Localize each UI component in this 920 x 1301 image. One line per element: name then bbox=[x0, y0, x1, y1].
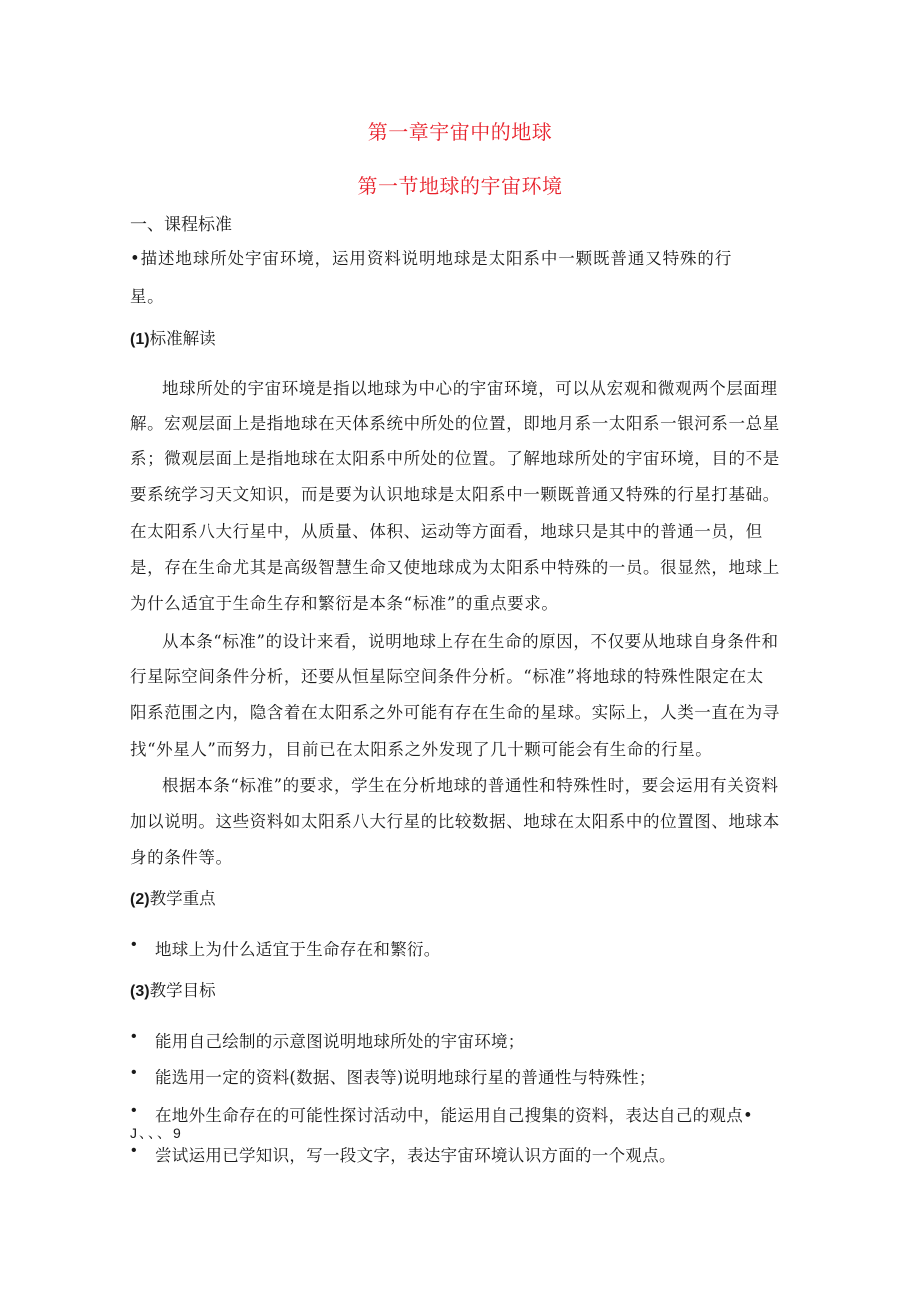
standard-line: 星。 bbox=[130, 287, 165, 306]
paragraph-line: 为什么适宜于生命生存和繁衍是本条“标准”的重点要求。 bbox=[130, 594, 559, 613]
objectives-heading bbox=[130, 977, 216, 1001]
objective-item: 尝试运用已学知识，写一段文字，表达宇宙环境认识方面的一个观点。 bbox=[155, 1146, 676, 1165]
paragraph-line: 阳系范围之内，隐含着在太阳系之外可能有存在生命的星球。实际上，人类一直在为寻 bbox=[130, 703, 780, 722]
key-point-item: 地球上为什么适宜于生命存在和繁衍。 bbox=[155, 940, 441, 959]
stray-mark: J、、、9 bbox=[130, 1125, 183, 1141]
paragraph-line: 找“外星人”而努力，目前已在太阳系之外发现了几十颗可能会有生命的行星。 bbox=[130, 740, 713, 759]
interpretation-number: (1) bbox=[130, 331, 150, 348]
bullet-icon: • bbox=[131, 1142, 137, 1159]
bullet-icon: • bbox=[131, 936, 137, 953]
paragraph-line: 要系统学习天文知识，而是要为认识地球是太阳系中一颗既普通又特殊的行星打基础。 bbox=[130, 485, 780, 504]
key-points-heading bbox=[130, 885, 216, 909]
paragraph-line: 从本条“标准”的设计来看，说明地球上存在生命的原因，不仅要从地球自身条件和 bbox=[162, 632, 779, 651]
paragraph-line: 加以说明。这些资料如太阳系八大行星的比较数据、地球在太阳系中的位置图、地球本 bbox=[130, 812, 780, 831]
paragraph-line: 行星际空间条件分析，还要从恒星际空间条件分析。“标准”将地球的特殊性限定在太 bbox=[130, 667, 764, 686]
interpretation-label: 标准解读 bbox=[149, 329, 216, 348]
bullet-icon: • bbox=[131, 1028, 137, 1045]
paragraph-line: 是，存在生命尤其是高级智慧生命又使地球成为太阳系中特殊的一员。很显然，地球上 bbox=[130, 558, 780, 577]
paragraph-line: 解。宏观层面上是指地球在天体系统中所处的位置，即地月系一太阳系一银河系一总星 bbox=[130, 414, 780, 433]
paragraph-line: 在太阳系八大行星中，从质量、体积、运动等方面看，地球只是其中的普通一员，但 bbox=[130, 522, 763, 541]
objectives-label: 教学目标 bbox=[149, 981, 216, 1000]
objective-item: 在地外生命存在的可能性探讨活动中，能运用自己搜集的资料，表达自己的观点• bbox=[155, 1106, 754, 1125]
objective-item: 能选用一定的资料(数据、图表等)说明地球行星的普通性与特殊性； bbox=[155, 1068, 656, 1087]
curriculum-heading: 一、课程标准 bbox=[130, 215, 232, 235]
bullet-icon: • bbox=[131, 1064, 137, 1081]
paragraph-line: 身的条件等。 bbox=[130, 848, 233, 867]
objectives-number: (3) bbox=[130, 983, 150, 1000]
paragraph-line: 根据本条“标准”的要求，学生在分析地球的普通性和特殊性时，要会运用有关资料 bbox=[162, 776, 779, 795]
paragraph-line: 地球所处的宇宙环境是指以地球为中心的宇宙环境，可以从宏观和微观两个层面理 bbox=[162, 379, 778, 398]
chapter-title: 第一章宇宙中的地球 bbox=[367, 120, 553, 144]
section-title: 第一节地球的宇宙环境 bbox=[357, 174, 563, 198]
key-points-label: 教学重点 bbox=[149, 889, 216, 908]
paragraph-line: 系；微观层面上是指地球在太阳系中所处的位置。了解地球所处的宇宙环境，目的不是 bbox=[130, 449, 780, 468]
interpretation-heading bbox=[130, 325, 216, 349]
standard-line: •描述地球所处宇宙环境，运用资料说明地球是太阳系中一颗既普通又特殊的行 bbox=[130, 249, 733, 268]
objective-item: 能用自己绘制的示意图说明地球所处的宇宙环境； bbox=[155, 1032, 525, 1051]
bullet-icon: • bbox=[131, 1102, 137, 1119]
key-points-number: (2) bbox=[130, 891, 150, 908]
